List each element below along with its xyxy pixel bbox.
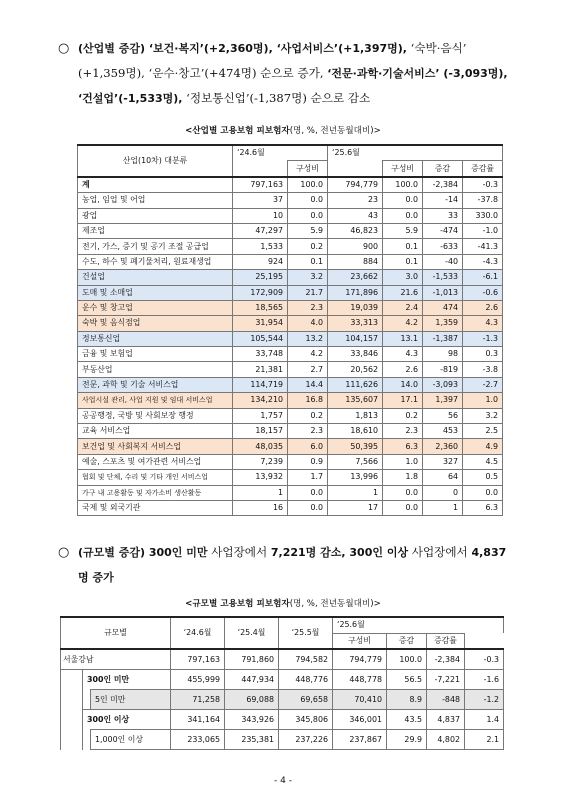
share-2025: 2.6	[383, 362, 423, 377]
change-rate: -1.3	[463, 331, 503, 346]
table1-caption-title: <산업별 고용보험 피보험자	[185, 126, 290, 136]
insured-2024: 1	[233, 485, 288, 500]
share-2025: 1.0	[383, 454, 423, 469]
header-change: 증감	[387, 633, 427, 649]
indent-spacer	[83, 730, 91, 750]
share-2025: 13.1	[383, 331, 423, 346]
insured-2025: 46,823	[328, 223, 383, 238]
industry-summary-paragraph	[58, 36, 508, 111]
share-2024: 4.2	[288, 347, 328, 362]
industry-name: 도매 및 소매업	[78, 285, 233, 300]
share-2025: 17.1	[383, 393, 423, 408]
change-value: 2,360	[423, 439, 463, 454]
size-label: 5인 미만	[91, 690, 171, 710]
table1-caption-unit: (명, %, 전년동월대비)>	[289, 126, 381, 136]
insured-2025-june: 70,410	[333, 690, 387, 710]
insured-2025-may: 345,806	[279, 710, 333, 730]
insured-2025-june: 448,778	[333, 670, 387, 690]
industry-name: 수도, 하수 및 폐기물처리, 원료재생업	[78, 254, 233, 269]
share-2024: 1.7	[288, 470, 328, 485]
insured-2025: 171,896	[328, 285, 383, 300]
insured-2024: 1,533	[233, 239, 288, 254]
change-value: -1,533	[423, 270, 463, 285]
industry-name: 운수 및 창고업	[78, 300, 233, 315]
industry-name: 가구 내 고용활동 및 자가소비 생산활동	[78, 485, 233, 500]
insured-2025: 43	[328, 208, 383, 223]
change-value: 1	[423, 500, 463, 515]
change-value: -7,221	[427, 670, 465, 690]
share-2025: 14.0	[383, 377, 423, 392]
change-rate: -0.3	[463, 177, 503, 193]
industry-name: 광업	[78, 208, 233, 223]
header-2025-april: ‘25.4월	[225, 617, 279, 649]
change-rate: 4.5	[463, 454, 503, 469]
share: 100.0	[387, 649, 427, 670]
insured-2025: 1,813	[328, 408, 383, 423]
para1-health-welfare: ‘보건·복지’(+2,360명),	[145, 42, 273, 55]
change-value: -1,013	[423, 285, 463, 300]
industry-name: 국제 및 외국기관	[78, 500, 233, 515]
insured-2024: 13,932	[233, 470, 288, 485]
industry-name: 숙박 및 음식점업	[78, 316, 233, 331]
insured-2025: 13,996	[328, 470, 383, 485]
change-value: 4,802	[427, 730, 465, 750]
table-row	[78, 270, 503, 285]
indent-spacer	[83, 690, 91, 710]
table1-caption	[0, 124, 566, 136]
industry-table	[77, 144, 503, 516]
table-row	[61, 670, 504, 690]
insured-2024: 48,035	[233, 439, 288, 454]
insured-2025-may: 448,776	[279, 670, 333, 690]
table-row	[78, 470, 503, 485]
size-label: 1,000인 이상	[91, 730, 171, 750]
table-row	[61, 710, 504, 730]
table-row	[78, 500, 503, 515]
share-2025: 0.0	[383, 485, 423, 500]
change-rate: 2.1	[465, 730, 504, 750]
para2-text1: 사업장에서	[207, 545, 271, 559]
table2-caption-title: <규모별 고용보험 피보험자	[185, 599, 290, 609]
header-change: 증감	[423, 161, 463, 177]
change-rate: -0.6	[463, 285, 503, 300]
size-table	[60, 616, 504, 750]
change-value: 4,837	[427, 710, 465, 730]
change-rate: 2.6	[463, 300, 503, 315]
industry-name: 전문, 과학 및 기술 서비스업	[78, 377, 233, 392]
share-2025: 1.8	[383, 470, 423, 485]
share-2024: 0.0	[288, 208, 328, 223]
table-row	[78, 362, 503, 377]
insured-2024: 33,748	[233, 347, 288, 362]
change-rate: -3.8	[463, 362, 503, 377]
size-label: 300인 미만	[83, 670, 171, 690]
change-rate: 1.0	[463, 393, 503, 408]
share-2025: 5.9	[383, 223, 423, 238]
insured-2025: 884	[328, 254, 383, 269]
share-2024: 2.3	[288, 300, 328, 315]
size-label: 서울강남	[61, 649, 171, 670]
table-row	[61, 730, 504, 750]
change-rate: -1.6	[465, 670, 504, 690]
table-row	[78, 316, 503, 331]
change-rate: 3.2	[463, 408, 503, 423]
share-2025: 100.0	[383, 177, 423, 193]
industry-name: 금융 및 보험업	[78, 347, 233, 362]
para2-over300: 300인 이상	[345, 546, 409, 559]
share-2024: 2.3	[288, 424, 328, 439]
share: 43.5	[387, 710, 427, 730]
table-row	[78, 485, 503, 500]
header-2025-june: ‘25.6월	[333, 617, 504, 633]
insured-2025: 7,566	[328, 454, 383, 469]
change-value: -14	[423, 193, 463, 208]
insured-2025: 1	[328, 485, 383, 500]
industry-name: 협회 및 단체, 수리 및 기타 개인 서비스업	[78, 470, 233, 485]
insured-2024-june: 233,065	[171, 730, 225, 750]
share-2024: 0.0	[288, 500, 328, 515]
page-number: - 4 -	[274, 776, 292, 786]
insured-2025: 794,779	[328, 177, 383, 193]
insured-2024-june: 797,163	[171, 649, 225, 670]
share-2024: 100.0	[288, 177, 328, 193]
share-2024: 0.0	[288, 485, 328, 500]
insured-2025-april: 343,926	[225, 710, 279, 730]
table-row	[78, 239, 503, 254]
change-value: 98	[423, 347, 463, 362]
table-row	[61, 649, 504, 670]
share-2024: 2.7	[288, 362, 328, 377]
industry-name: 교육 서비스업	[78, 424, 233, 439]
header-share: 구성비	[333, 633, 387, 649]
header-category: 산업(10차) 대분류	[78, 145, 233, 177]
industry-name: 사업시설 관리, 사업 지원 및 임대 서비스업	[78, 393, 233, 408]
insured-2025-april: 69,088	[225, 690, 279, 710]
share-2025: 0.0	[383, 193, 423, 208]
insured-2024: 16	[233, 500, 288, 515]
insured-2024-june: 341,164	[171, 710, 225, 730]
change-value: -848	[427, 690, 465, 710]
bullet-icon: ○	[58, 545, 70, 560]
header-blank	[328, 161, 383, 177]
insured-2025: 18,610	[328, 424, 383, 439]
share-2025: 0.1	[383, 254, 423, 269]
share-2025: 0.1	[383, 239, 423, 254]
header-2024-june: ‘24.6월	[233, 145, 328, 161]
share: 56.5	[387, 670, 427, 690]
para1-text-increase: ‘숙박·음식’ (+1,359명), ‘운수·창고’(+474명) 순으로 증가,	[78, 41, 467, 80]
change-value: 474	[423, 300, 463, 315]
insured-2025: 19,039	[328, 300, 383, 315]
change-rate: -2.7	[463, 377, 503, 392]
table-row	[78, 424, 503, 439]
header-share-2024: 구성비	[288, 161, 328, 177]
change-value: -40	[423, 254, 463, 269]
change-value: -3,093	[423, 377, 463, 392]
para1-heading: (산업별 증감)	[78, 42, 146, 55]
para1-business-services: ‘사업서비스’(+1,397명),	[272, 42, 407, 55]
table-row	[78, 254, 503, 269]
insured-2024: 37	[233, 193, 288, 208]
insured-2025-may: 794,582	[279, 649, 333, 670]
insured-2025-may: 237,226	[279, 730, 333, 750]
table-row	[78, 285, 503, 300]
table-row	[61, 690, 504, 710]
insured-2025-may: 69,658	[279, 690, 333, 710]
insured-2025: 23	[328, 193, 383, 208]
change-value: -2,384	[423, 177, 463, 193]
share-2024: 16.8	[288, 393, 328, 408]
insured-2024: 18,157	[233, 424, 288, 439]
insured-2024: 25,195	[233, 270, 288, 285]
insured-2024: 105,544	[233, 331, 288, 346]
header-2024-june: ‘24.6월	[171, 617, 225, 649]
industry-name: 제조업	[78, 223, 233, 238]
change-value: 453	[423, 424, 463, 439]
share-2025: 4.2	[383, 316, 423, 331]
insured-2025: 104,157	[328, 331, 383, 346]
table-row	[78, 177, 503, 193]
change-value: -474	[423, 223, 463, 238]
share-2024: 0.2	[288, 239, 328, 254]
insured-2025: 111,626	[328, 377, 383, 392]
change-value: 1,359	[423, 316, 463, 331]
share-2024: 5.9	[288, 223, 328, 238]
insured-2025: 33,846	[328, 347, 383, 362]
share-2024: 0.9	[288, 454, 328, 469]
share-2025: 0.2	[383, 408, 423, 423]
indent-spacer	[61, 670, 83, 750]
change-rate: -37.8	[463, 193, 503, 208]
insured-2025: 20,562	[328, 362, 383, 377]
insured-2024: 10	[233, 208, 288, 223]
change-value: -819	[423, 362, 463, 377]
change-value: 64	[423, 470, 463, 485]
share-2024: 6.0	[288, 439, 328, 454]
para2-text2: 사업장에서	[408, 545, 472, 559]
para1-text-decrease: ‘정보통신업’(-1,387명) 순으로 감소	[182, 91, 371, 105]
insured-2024: 31,954	[233, 316, 288, 331]
change-value: -633	[423, 239, 463, 254]
change-rate: 0.0	[463, 485, 503, 500]
insured-2024: 134,210	[233, 393, 288, 408]
change-value: -2,384	[427, 649, 465, 670]
change-rate: 4.3	[463, 316, 503, 331]
industry-name: 계	[78, 177, 233, 193]
change-rate: 2.5	[463, 424, 503, 439]
industry-name: 전기, 가스, 증기 및 공기 조절 공급업	[78, 239, 233, 254]
header-share-2025: 구성비	[383, 161, 423, 177]
insured-2024-june: 455,999	[171, 670, 225, 690]
insured-2025: 135,607	[328, 393, 383, 408]
size-summary-paragraph	[58, 540, 508, 590]
share-2024: 13.2	[288, 331, 328, 346]
insured-2025-june: 346,001	[333, 710, 387, 730]
header-blank	[233, 161, 288, 177]
industry-name: 예술, 스포츠 및 여가관련 서비스업	[78, 454, 233, 469]
change-rate: -6.1	[463, 270, 503, 285]
table-row	[78, 208, 503, 223]
table-row	[78, 454, 503, 469]
insured-2024: 172,909	[233, 285, 288, 300]
table2-caption	[0, 597, 566, 609]
table-row	[78, 347, 503, 362]
insured-2025-april: 791,860	[225, 649, 279, 670]
insured-2024: 21,381	[233, 362, 288, 377]
share-2025: 0.0	[383, 500, 423, 515]
share: 8.9	[387, 690, 427, 710]
change-rate: -41.3	[463, 239, 503, 254]
insured-2024: 924	[233, 254, 288, 269]
insured-2024: 7,239	[233, 454, 288, 469]
para2-heading: (규모별 증감)	[78, 546, 146, 559]
industry-name: 보건업 및 사회복지 서비스업	[78, 439, 233, 454]
share-2025: 21.6	[383, 285, 423, 300]
change-value: 327	[423, 454, 463, 469]
para2-decrease: 7,221명 감소,	[270, 546, 346, 559]
header-2025-june: ‘25.6월	[328, 145, 503, 161]
insured-2025: 23,662	[328, 270, 383, 285]
share-2024: 4.0	[288, 316, 328, 331]
share-2024: 21.7	[288, 285, 328, 300]
share-2025: 2.4	[383, 300, 423, 315]
change-rate: 330.0	[463, 208, 503, 223]
share-2025: 0.0	[383, 208, 423, 223]
header-2025-may: ‘25.5월	[279, 617, 333, 649]
insured-2025-april: 235,381	[225, 730, 279, 750]
share-2024: 3.2	[288, 270, 328, 285]
industry-name: 건설업	[78, 270, 233, 285]
change-rate: 1.4	[465, 710, 504, 730]
table2-caption-unit: (명, %, 전년동월대비)>	[289, 599, 381, 609]
insured-2025: 17	[328, 500, 383, 515]
change-rate: -4.3	[463, 254, 503, 269]
table-row	[78, 193, 503, 208]
share-2025: 2.3	[383, 424, 423, 439]
change-rate: 4.9	[463, 439, 503, 454]
share-2024: 0.2	[288, 408, 328, 423]
change-value: 33	[423, 208, 463, 223]
share: 29.9	[387, 730, 427, 750]
table-row	[78, 408, 503, 423]
bullet-icon: ○	[58, 41, 70, 56]
insured-2025: 33,313	[328, 316, 383, 331]
insured-2025-june: 794,779	[333, 649, 387, 670]
share-2025: 4.3	[383, 347, 423, 362]
industry-name: 공공행정, 국방 및 사회보장 행정	[78, 408, 233, 423]
change-rate: -0.3	[465, 649, 504, 670]
insured-2024: 47,297	[233, 223, 288, 238]
table-row	[78, 439, 503, 454]
share-2024: 14.4	[288, 377, 328, 392]
insured-2024-june: 71,258	[171, 690, 225, 710]
share-2025: 3.0	[383, 270, 423, 285]
header-size: 규모별	[61, 617, 171, 649]
para2-under300: 300인 미만	[145, 546, 208, 559]
change-value: -1,387	[423, 331, 463, 346]
insured-2025-april: 447,934	[225, 670, 279, 690]
para2-increase: 4,837명 증가	[78, 546, 507, 584]
change-value: 0	[423, 485, 463, 500]
size-label: 300인 이상	[83, 710, 171, 730]
insured-2025-june: 237,867	[333, 730, 387, 750]
insured-2024: 797,163	[233, 177, 288, 193]
change-rate: 6.3	[463, 500, 503, 515]
industry-name: 정보통신업	[78, 331, 233, 346]
insured-2025: 50,395	[328, 439, 383, 454]
insured-2024: 114,719	[233, 377, 288, 392]
insured-2024: 1,757	[233, 408, 288, 423]
share-2024: 0.1	[288, 254, 328, 269]
change-rate: 0.5	[463, 470, 503, 485]
share-2024: 0.0	[288, 193, 328, 208]
change-rate: 0.3	[463, 347, 503, 362]
insured-2024: 18,565	[233, 300, 288, 315]
table-row	[78, 331, 503, 346]
insured-2025: 900	[328, 239, 383, 254]
table-row	[78, 223, 503, 238]
header-rate: 증감률	[427, 633, 465, 649]
change-value: 56	[423, 408, 463, 423]
change-rate: -1.0	[463, 223, 503, 238]
change-rate: -1.2	[465, 690, 504, 710]
industry-name: 농업, 임업 및 어업	[78, 193, 233, 208]
change-value: 1,397	[423, 393, 463, 408]
table-row	[78, 300, 503, 315]
header-rate: 증감률	[463, 161, 503, 177]
table-row	[78, 393, 503, 408]
table-row	[78, 377, 503, 392]
share-2025: 6.3	[383, 439, 423, 454]
industry-name: 부동산업	[78, 362, 233, 377]
para1-professional-decrease: ‘전문·과학·기술서비스’ (-3,093명), ‘건설업’(-1,533명),	[78, 67, 508, 105]
